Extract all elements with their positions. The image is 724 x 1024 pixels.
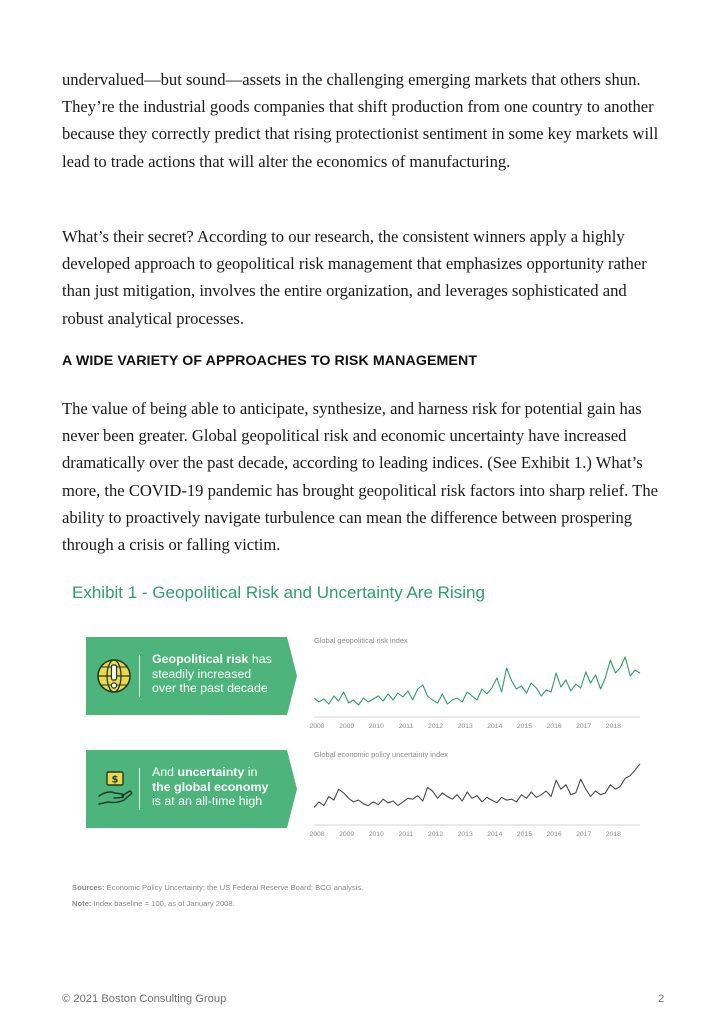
economic-uncertainty-chart-svg: [304, 750, 644, 842]
callout-bold: the global economy: [152, 779, 269, 794]
series-line: [314, 657, 640, 705]
callout-text-part: And: [152, 765, 178, 779]
x-tick-label: 2013: [457, 723, 473, 730]
body-paragraph-2: What’s their secret? According to our research, the consistent winners apply a highly developed approach to geopolitical risk management that emphasizes opportunity rather than just mitigation, involves the entire organization, and leverages sophisticated and robust analytical processes.: [62, 227, 647, 328]
x-tick-label: 2008: [309, 723, 325, 730]
geopolitical-risk-chart: [304, 636, 644, 734]
body-paragraph-1: undervalued—but sound—assets in the challenging emerging markets that others shun. They’re the industrial goods companies that shift production from one country to another because they correctly predict that rising protectionist sentiment in some key markets will lead to trade actions that will alter the economics of manufacturing.: [62, 70, 659, 171]
callout-text-part: in: [244, 765, 258, 779]
footer-copyright: © 2021 Boston Consulting Group: [62, 993, 227, 1005]
x-tick-label: 2015: [516, 723, 533, 730]
note-line: [72, 899, 235, 908]
callout-bold: uncertainty: [177, 765, 245, 779]
sources-label: Sources:: [72, 883, 105, 892]
sources-line: [72, 883, 363, 892]
callout-text-part: steadily increased: [152, 666, 252, 681]
x-tick-label: 2008: [309, 831, 325, 838]
x-tick-label: 2015: [516, 831, 533, 838]
x-tick-label: 2009: [339, 723, 355, 730]
callout-economic-uncertainty: [86, 750, 297, 828]
x-tick-label: 2017: [576, 723, 592, 730]
x-tick-label: 2013: [457, 831, 473, 838]
x-tick-label: 2012: [427, 723, 444, 730]
callout-text: [152, 652, 292, 696]
x-tick-label: 2016: [546, 831, 562, 838]
x-tick-label: 2018: [605, 831, 621, 838]
globe-alert-icon: [96, 657, 132, 695]
section-heading: A WIDE VARIETY OF APPROACHES TO RISK MANAGEMENT: [62, 353, 478, 369]
x-tick-label: 2010: [368, 723, 384, 730]
chart-title: Global economic policy uncertainty index: [314, 750, 448, 759]
x-tick-label: 2012: [427, 831, 444, 838]
callout-text-part: is at an all-time high: [152, 794, 263, 808]
economic-uncertainty-chart: [304, 750, 644, 842]
chart-title: Global geopolitical risk index: [314, 636, 408, 645]
x-tick-label: 2018: [605, 723, 621, 730]
svg-text:$: $: [111, 774, 119, 786]
sources-text: Economic Policy Uncertainty; the US Federal Reserve Board; BCG analysis.: [104, 883, 364, 892]
series-line: [314, 764, 640, 808]
x-tick-label: 2017: [576, 831, 592, 838]
x-tick-label: 2009: [339, 831, 355, 838]
money-hand-icon: [96, 770, 134, 808]
note-label: Note:: [72, 899, 92, 908]
callout-text-part: over the past decade: [152, 681, 268, 695]
page-number: 2: [658, 993, 665, 1005]
x-tick-label: 2010: [368, 831, 384, 838]
callout-divider: [139, 768, 140, 810]
body-paragraph-3: The value of being able to anticipate, synthesize, and harness risk for potential gain has never been greater. Global geopolitical risk and economic uncertainty have increased dramatically over the past decade, according to leading indices. (See Exhibit 1.) What’s more, the COVID-19 pandemic has brought geopolitical risk factors into sharp relief. The ability to proactively navigate turbulence can mean the difference between prospering through a crisis or falling victim.: [62, 399, 658, 555]
note-text: Index baseline = 100, as of January 2008.: [91, 899, 235, 908]
exhibit-title: Exhibit 1 - Geopolitical Risk and Uncertainty Are Rising: [72, 583, 485, 602]
callout-text: [152, 765, 292, 809]
x-tick-label: 2014: [487, 723, 503, 730]
x-tick-label: 2011: [398, 723, 414, 730]
x-tick-label: 2011: [398, 831, 414, 838]
callout-text-part: has: [248, 652, 272, 666]
callout-geopolitical-risk: [86, 637, 297, 715]
geopolitical-risk-chart-svg: [304, 636, 644, 734]
callout-divider: [139, 655, 140, 697]
x-tick-label: 2016: [546, 723, 562, 730]
callout-bold: Geopolitical risk: [152, 652, 249, 666]
x-tick-label: 2014: [487, 831, 503, 838]
